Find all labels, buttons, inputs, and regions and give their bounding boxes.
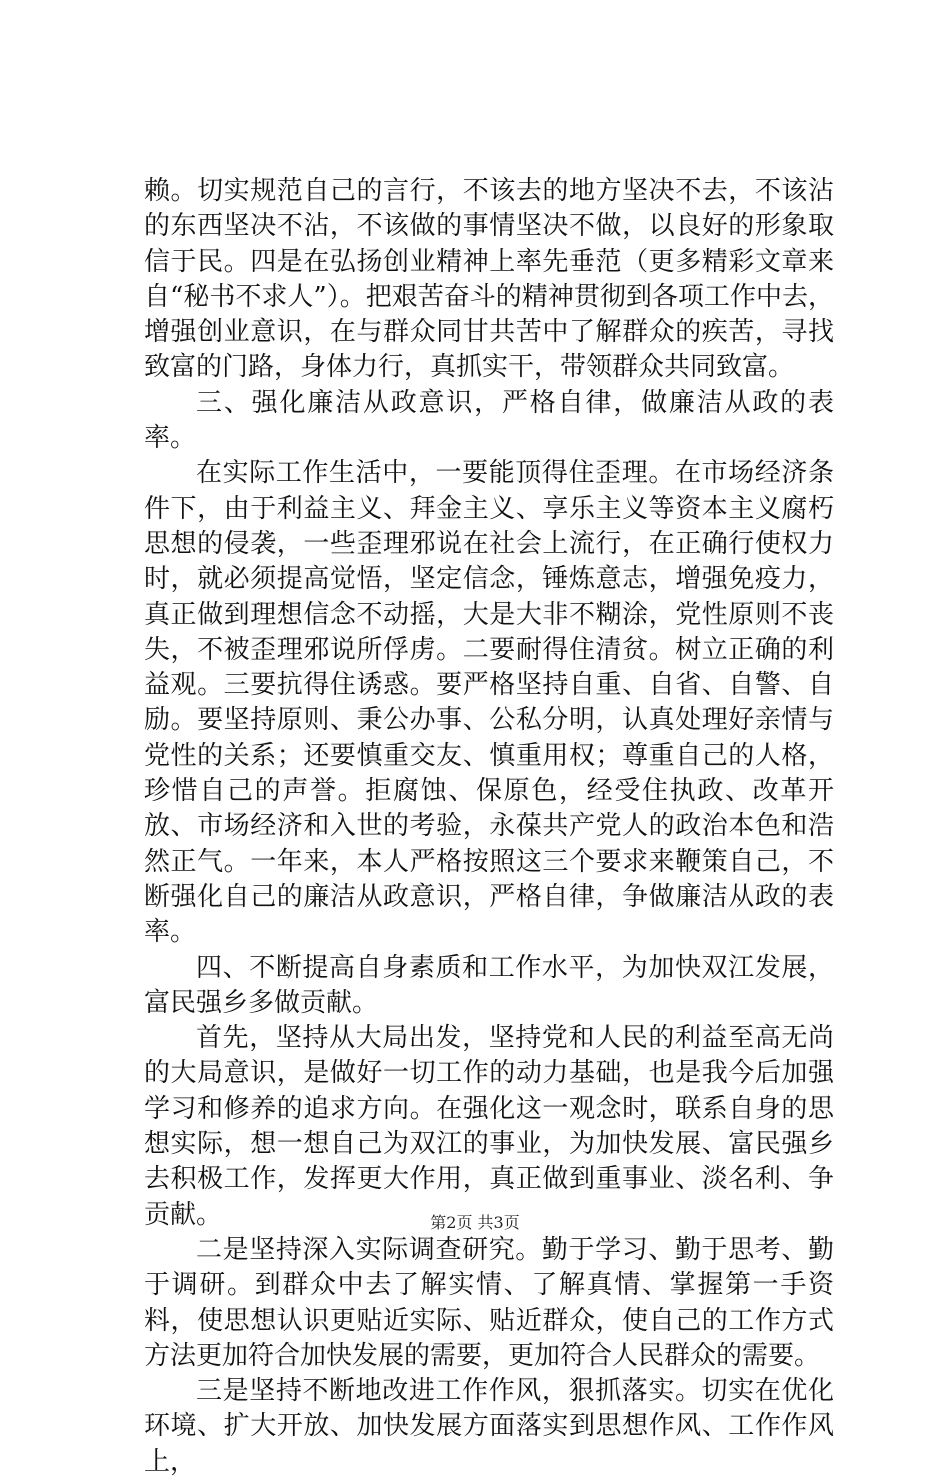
paragraph-3: 在实际工作生活中，一要能顶得住歪理。在市场经济条件下，由于利益主义、拜金主义、享乐主义等资本主义腐朽思想的侵袭，一些歪理邪说在社会上流行，在正确行使权力时，就必须提高觉悟，坚定信念，锤炼意志，增强免疫力，真正做到理想信念不动摇，大是大非不糊涂，党性原则不丧失，不被歪理邪说所俘虏。二要耐得住清贫。树立正确的利益观。三要抗得住诱惑。要严格坚持自重、自省、自警、自励。要坚持原则、秉公办事、公私分明，认真处理好亲情与党性的关系；还要慎重交友、慎重用权；尊重自己的人格，珍惜自己的声誉。拒腐蚀、保原色，经受住执政、改革开放、市场经济和入世的考验，永葆共产党人的政治本色和浩然正气。一年来，本人严格按照这三个要求来鞭策自己，不断强化自己的廉洁从政意识，严格自律，争做廉洁从政的表率。 [144,458,834,948]
document-body [144,174,834,1480]
paragraph-7: 三是坚持不断地改进工作作风，狠抓落实。切实在优化环境、扩大开放、加快发展方面落实到思想作风、工作作风上， [144,1376,834,1477]
page-footer: 第2页 共3页 [430,1213,520,1232]
paragraph-2-heading: 三、强化廉洁从政意识，严格自律，做廉洁从政的表率。 [144,387,834,454]
paragraph-1: 赖。切实规范自己的言行，不该去的地方坚决不去，不该沾的东西坚决不沾，不该做的事情坚决不做，以良好的形象取信于民。四是在弘扬创业精神上率先垂范（更多精彩文章来自“秘书不求人”）。把艰苦奋斗的精神贯彻到各项工作中去，增强创业意识，在与群众同甘共苦中了解群众的疾苦，寻找致富的门路，身体力行，真抓实干，带领群众共同致富。 [144,176,834,383]
paragraph-5: 首先，坚持从大局出发，坚持党和人民的利益至高无尚的大局意识，是做好一切工作的动力基础，也是我今后加强学习和修养的追求方向。在强化这一观念时，联系自身的思想实际，想一想自己为双江的事业，为加快发展、富民强乡去积极工作，发挥更大作用，真正做到重事业、淡名利、争贡献。 [144,1023,834,1230]
paragraph-4-heading: 四、不断提高自身素质和工作水平，为加快双江发展，富民强乡多做贡献。 [144,952,834,1018]
paragraph-6: 二是坚持深入实际调查研究。勤于学习、勤于思考、勤于调研。到群众中去了解实情、了解真情、掌握第一手资料，使思想认识更贴近实际、贴近群众，使自己的工作方式方法更加符合加快发展的需要，更加符合人民群众的需要。 [144,1234,834,1371]
